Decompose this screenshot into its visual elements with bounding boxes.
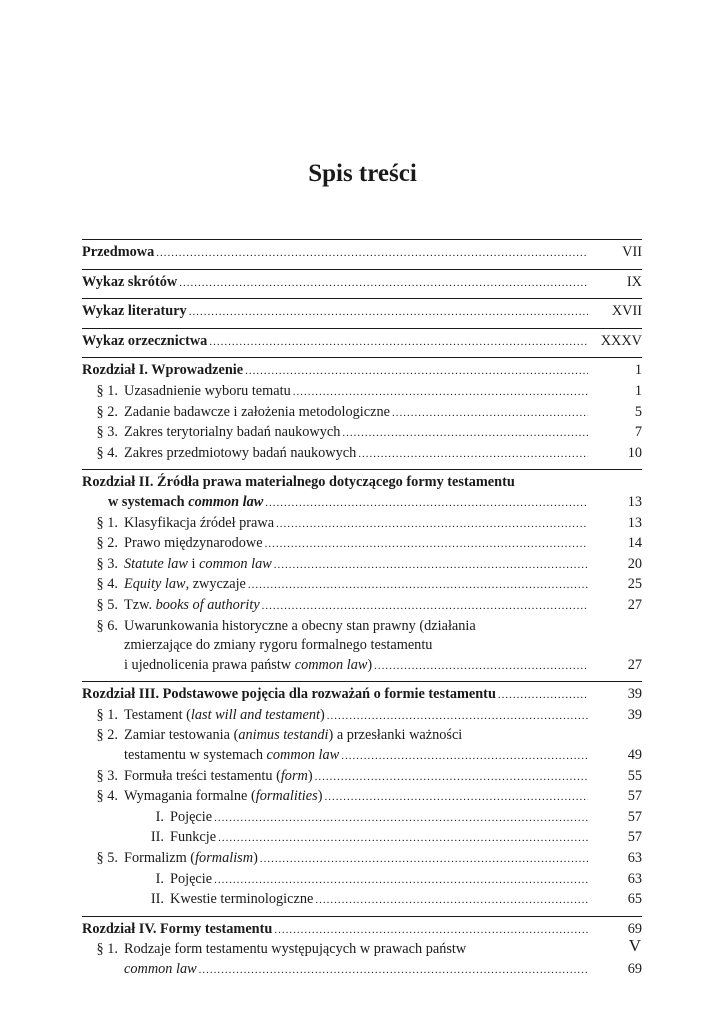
section-number: § 4.: [96, 444, 118, 461]
toc-page-number: 39: [627, 706, 642, 723]
toc-page-number: 57: [627, 829, 642, 846]
toc-label-italic: common law: [124, 961, 197, 977]
toc-entry-wykaz-literatury[interactable]: [82, 298, 642, 323]
leader-dots: [179, 274, 588, 294]
leader-dots: [315, 768, 588, 788]
page-title: Spis treści: [308, 160, 417, 187]
toc-chapter-4[interactable]: [82, 916, 642, 941]
leader-dots: [262, 597, 588, 617]
toc-subsection[interactable]: [82, 808, 642, 829]
roman-number: II.: [150, 891, 164, 908]
leader-dots: [324, 788, 588, 808]
toc-page-number: XVII: [611, 303, 642, 320]
leader-dots: [274, 556, 588, 576]
leader-dots: [209, 333, 588, 353]
toc-page-number: 14: [627, 535, 642, 552]
toc-section[interactable]: [82, 617, 642, 677]
toc-label: Prawo międzynarodowe: [124, 535, 263, 552]
toc-label-part: Formalizm (: [124, 850, 196, 867]
toc-page-number: 55: [627, 767, 642, 784]
toc-chapter-2[interactable]: [82, 469, 642, 513]
toc-page-number: 63: [627, 850, 642, 867]
toc-label-part: Zamiar testowania (: [124, 727, 239, 744]
leader-dots: [342, 424, 588, 444]
toc-label-italic: common law: [266, 747, 340, 764]
toc-label-part: Formuła treści testamentu (: [124, 767, 281, 784]
toc-label: Uzasadnienie wyboru tematu: [124, 382, 291, 399]
section-number: § 1.: [96, 514, 118, 531]
toc-label-part: ): [307, 767, 313, 784]
toc-section[interactable]: [82, 706, 642, 727]
toc-label-part: , zwyczaje: [185, 576, 246, 593]
leader-dots: [392, 404, 588, 424]
toc-subsection[interactable]: [82, 828, 642, 849]
roman-number: I.: [155, 870, 164, 887]
toc-page-number: 69: [627, 920, 642, 937]
section-number: § 5.: [96, 850, 118, 867]
toc-label: Wykaz literatury: [82, 302, 189, 322]
leader-dots: [341, 747, 588, 767]
toc-label: Rodzaje form testamentu występujących w prawach państw: [124, 941, 467, 958]
section-number: § 3.: [96, 424, 118, 441]
toc-label-italic: formalism: [195, 850, 254, 867]
section-number: § 1.: [96, 941, 118, 958]
page-folio: V: [628, 936, 641, 955]
toc-label-italic: formalities: [255, 788, 318, 805]
toc-label: Rozdział II. Źródła prawa materialnego dotyczącego formy testamentu: [82, 474, 515, 491]
leader-dots: [327, 707, 588, 727]
toc-page-number: 57: [627, 788, 642, 805]
toc-page-number: 13: [627, 514, 642, 531]
toc-label-italic: Statute law: [124, 555, 188, 572]
toc-label: Kwestie terminologiczne: [170, 891, 314, 908]
toc-page-number: 5: [634, 403, 642, 420]
toc-label-part: ) a przesłanki ważności: [328, 727, 463, 744]
toc-chapter-3[interactable]: [82, 681, 642, 706]
toc-section[interactable]: [82, 575, 642, 596]
toc-label-italic: Equity law: [124, 576, 186, 593]
section-number: § 1.: [96, 382, 118, 399]
toc-section[interactable]: [82, 514, 642, 535]
leader-dots: [199, 961, 588, 981]
section-number: § 3.: [96, 555, 118, 572]
toc-label-part: ): [317, 788, 323, 805]
toc-page-number: 27: [627, 596, 642, 613]
toc-page-number: 13: [627, 493, 642, 510]
leader-dots: [189, 303, 588, 323]
toc-label-italic: common law: [188, 493, 264, 510]
leader-dots: [214, 809, 588, 829]
section-number: § 2.: [96, 403, 118, 420]
toc-label-part: i: [187, 555, 200, 572]
table-of-contents: [82, 234, 642, 981]
toc-subsection[interactable]: [82, 870, 642, 891]
section-number: § 6.: [96, 617, 118, 634]
toc-label-part: ): [319, 706, 325, 723]
section-number: § 5.: [96, 596, 118, 613]
leader-dots: [265, 494, 588, 514]
toc-label-italic: common law: [199, 555, 272, 572]
toc-section[interactable]: [82, 444, 642, 465]
toc-section[interactable]: [82, 767, 642, 788]
toc-label-italic: books of authority: [155, 596, 260, 613]
leader-dots: [358, 445, 588, 465]
section-number: § 4.: [96, 576, 118, 593]
leader-dots: [214, 871, 588, 891]
section-number: § 4.: [96, 788, 118, 805]
toc-section[interactable]: [82, 403, 642, 424]
toc-section[interactable]: [82, 940, 642, 980]
toc-section[interactable]: [82, 787, 642, 808]
section-number: § 1.: [96, 706, 118, 723]
roman-number: I.: [155, 808, 164, 825]
leader-dots: [260, 850, 588, 870]
toc-label-italic: common law: [294, 656, 368, 673]
toc-page-number: 27: [627, 656, 642, 673]
leader-dots: [374, 657, 588, 677]
toc-label-part: i ujednolicenia prawa państw: [124, 656, 295, 673]
toc-section[interactable]: [82, 423, 642, 444]
toc-entry-wykaz-orzecznictwa[interactable]: [82, 328, 642, 353]
toc-label-part: w systemach: [108, 493, 189, 510]
toc-section[interactable]: [82, 555, 642, 576]
leader-dots: [315, 891, 588, 911]
toc-page-number: 49: [627, 747, 642, 764]
toc-page-number: 1: [634, 362, 642, 379]
toc-label-part: Wymagania formalne (: [124, 788, 256, 805]
leader-dots: [276, 515, 588, 535]
toc-label: Rozdział IV. Formy testamentu: [82, 920, 274, 940]
toc-page-number: 63: [627, 870, 642, 887]
leader-dots: [265, 535, 588, 555]
toc-page-number: XXXV: [600, 332, 642, 349]
leader-dots: [245, 362, 588, 382]
toc-section[interactable]: [82, 596, 642, 617]
toc-label-italic: last will and testament: [190, 706, 320, 723]
leader-dots: [218, 829, 588, 849]
toc-label: Pojęcie: [170, 808, 213, 825]
toc-chapter-1[interactable]: [82, 357, 642, 382]
toc-label: Uwarunkowania historyczne a obecny stan prawny (działania: [124, 617, 476, 634]
toc-page-number: 65: [627, 891, 642, 908]
toc-entry-przedmowa[interactable]: [82, 239, 642, 264]
toc-page-number: IX: [626, 273, 642, 290]
section-number: § 2.: [96, 535, 118, 552]
toc-section[interactable]: [82, 726, 642, 766]
toc-label-part: ): [253, 850, 258, 867]
toc-page-number: 39: [627, 686, 642, 703]
toc-page-number: VII: [622, 244, 642, 260]
toc-label: Rozdział I. Wprowadzenie: [82, 361, 245, 381]
toc-label-italic: animus testandi: [238, 727, 329, 744]
leader-dots: [156, 244, 588, 264]
leader-dots: [248, 576, 588, 596]
toc-subsection[interactable]: [82, 890, 642, 911]
toc-label: Rozdział III. Podstawowe pojęcia dla rozważań o formie testamentu: [82, 685, 498, 705]
toc-page-number: 25: [627, 576, 642, 593]
toc-page-number: 7: [634, 424, 642, 441]
toc-label: zmierzające do zmiany rygoru formalnego testamentu: [124, 637, 433, 654]
toc-page-number: 10: [627, 444, 642, 461]
toc-label: Pojęcie: [170, 870, 213, 887]
toc-label: Zakres terytorialny badań naukowych: [124, 424, 341, 441]
toc-label-part: Tzw.: [124, 596, 156, 613]
toc-label-part: ): [367, 656, 373, 673]
toc-entry-wykaz-skrotow[interactable]: [82, 269, 642, 294]
toc-page-number: 1: [634, 382, 642, 399]
toc-section[interactable]: [82, 849, 642, 870]
toc-label: Klasyfikacja źródeł prawa: [124, 514, 275, 531]
toc-label: Wykaz skrótów: [82, 273, 179, 293]
leader-dots: [498, 686, 588, 706]
toc-section[interactable]: [82, 382, 642, 403]
toc-label: Zakres przedmiotowy badań naukowych: [124, 444, 357, 461]
toc-label-part: Testament (: [124, 706, 191, 723]
roman-number: II.: [150, 829, 164, 846]
toc-label-part: testamentu w systemach: [124, 747, 267, 764]
toc-page-number: 57: [627, 808, 642, 825]
section-number: § 2.: [96, 727, 118, 744]
toc-label: Funkcje: [170, 829, 217, 846]
toc-page-number: 69: [627, 961, 642, 977]
section-number: § 3.: [96, 767, 118, 784]
toc-label-italic: form: [280, 767, 308, 784]
toc-section[interactable]: [82, 534, 642, 555]
toc-label: Zadanie badawcze i założenia metodologiczne: [124, 403, 390, 420]
toc-page-number: 20: [627, 555, 642, 572]
toc-label: Wykaz orzecznictwa: [82, 332, 209, 352]
leader-dots: [293, 383, 588, 403]
leader-dots: [274, 921, 588, 941]
toc-label: Przedmowa: [82, 243, 156, 263]
